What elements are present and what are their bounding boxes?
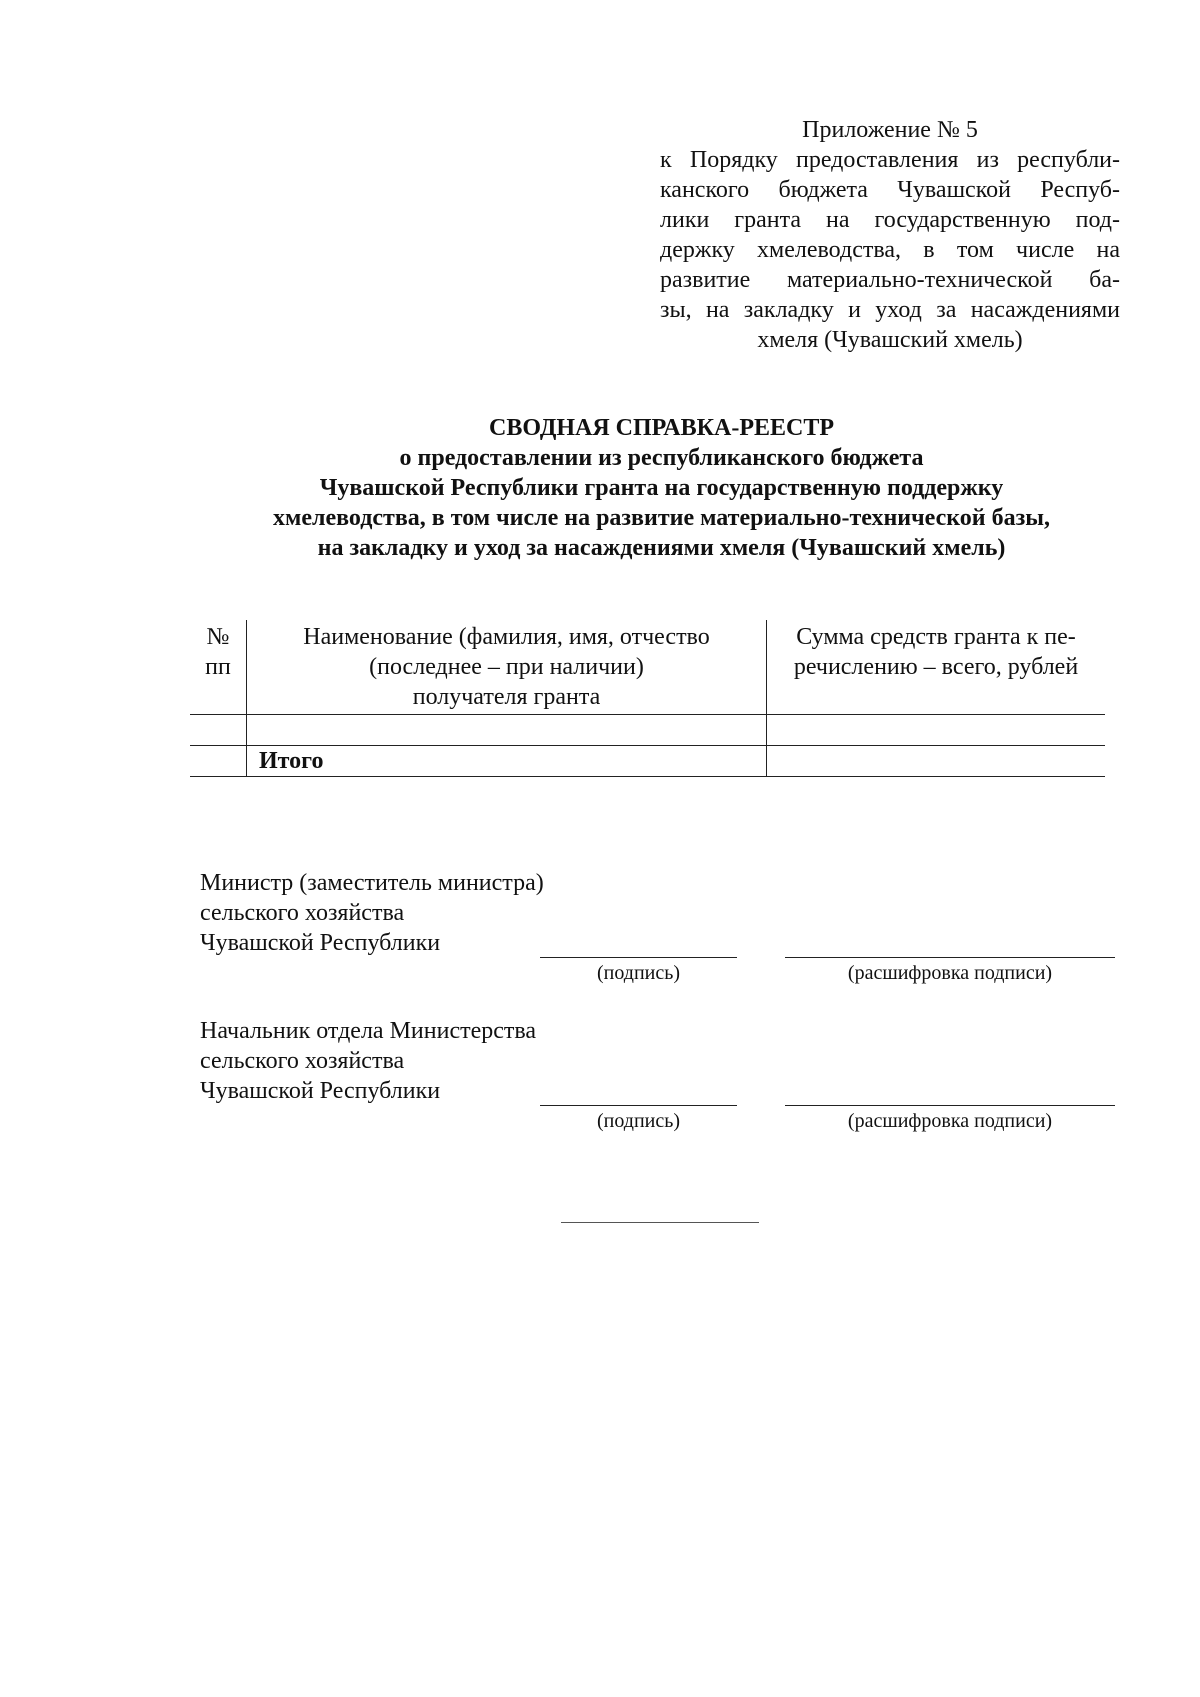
signature-decoding-line: [785, 1105, 1115, 1106]
signatory-role: [200, 868, 1120, 958]
signatory-role: [200, 1016, 1120, 1106]
signature-line: [540, 957, 737, 958]
header-number-line: №: [206, 624, 230, 650]
appendix-line: держку хмелеводства, в том числе на: [660, 237, 1120, 263]
signature-decoding-line: [785, 957, 1115, 958]
header-sum-line: речислению – всего, рублей: [793, 654, 1079, 680]
header-number: [190, 620, 247, 715]
row-name-cell: [247, 715, 767, 746]
row-number-cell: [190, 715, 247, 746]
role-line: сельского хозяйства: [200, 900, 405, 926]
header-sum-line: Сумма средств гранта к пе-: [796, 624, 1076, 650]
role-line: Чувашской Республики: [200, 1078, 441, 1104]
signature-caption: (подпись): [596, 962, 681, 984]
signature-block-department-head: [200, 1016, 1120, 1136]
role-line: Начальник отдела Министерства: [200, 1018, 537, 1044]
appendix-title: Приложение № 5: [802, 117, 978, 143]
table-total-row: [190, 746, 1105, 777]
signature-decoding-caption: (расшифровка подписи): [847, 962, 1053, 984]
appendix-block: [660, 115, 1120, 355]
appendix-line: канского бюджета Чувашской Респуб-: [660, 177, 1120, 203]
title-line: на закладку и уход за насаждениями хмеля (Чувашский хмель): [317, 535, 1006, 561]
header-number-line: пп: [205, 654, 231, 680]
header-name-line: (последнее – при наличии): [369, 654, 644, 680]
role-line: Министр (заместитель министра): [200, 870, 544, 896]
signature-decoding-caption: (расшифровка подписи): [847, 1110, 1053, 1132]
title-line: Чувашской Республики гранта на государственную поддержку: [319, 475, 1004, 501]
table-row: [190, 715, 1105, 746]
title-heading: СВОДНАЯ СПРАВКА-РЕЕСТР: [489, 415, 834, 441]
appendix-line: зы, на закладку и уход за насаждениями: [660, 297, 1120, 323]
row-sum-cell: [767, 715, 1106, 746]
role-line: Чувашской Республики: [200, 930, 441, 956]
appendix-line: лики гранта на государственную под-: [660, 207, 1120, 233]
header-name-line: Наименование (фамилия, имя, отчество: [303, 624, 710, 650]
title-line: о предоставлении из республиканского бюджета: [399, 445, 924, 471]
document-title: [120, 413, 1200, 563]
total-sum-cell: [767, 746, 1106, 777]
appendix-line: хмеля (Чувашский хмель): [757, 327, 1023, 353]
header-grant-sum: [767, 620, 1106, 715]
end-separator-line: [561, 1222, 759, 1223]
total-label: Итого: [247, 746, 767, 777]
signature-line: [540, 1105, 737, 1106]
appendix-line: развитие материально-технической ба-: [660, 267, 1120, 293]
signature-caption: (подпись): [596, 1110, 681, 1132]
header-name-line: получателя гранта: [412, 684, 601, 710]
table-header-row: [190, 620, 1105, 715]
title-line: хмелеводства, в том числе на развитие материально-технической базы,: [273, 505, 1050, 531]
registry-table: [190, 620, 1105, 777]
appendix-line: к Порядку предоставления из республи-: [660, 147, 1120, 173]
signature-block-minister: [200, 868, 1120, 988]
header-recipient-name: [247, 620, 767, 715]
role-line: сельского хозяйства: [200, 1048, 405, 1074]
total-number-cell: [190, 746, 247, 777]
